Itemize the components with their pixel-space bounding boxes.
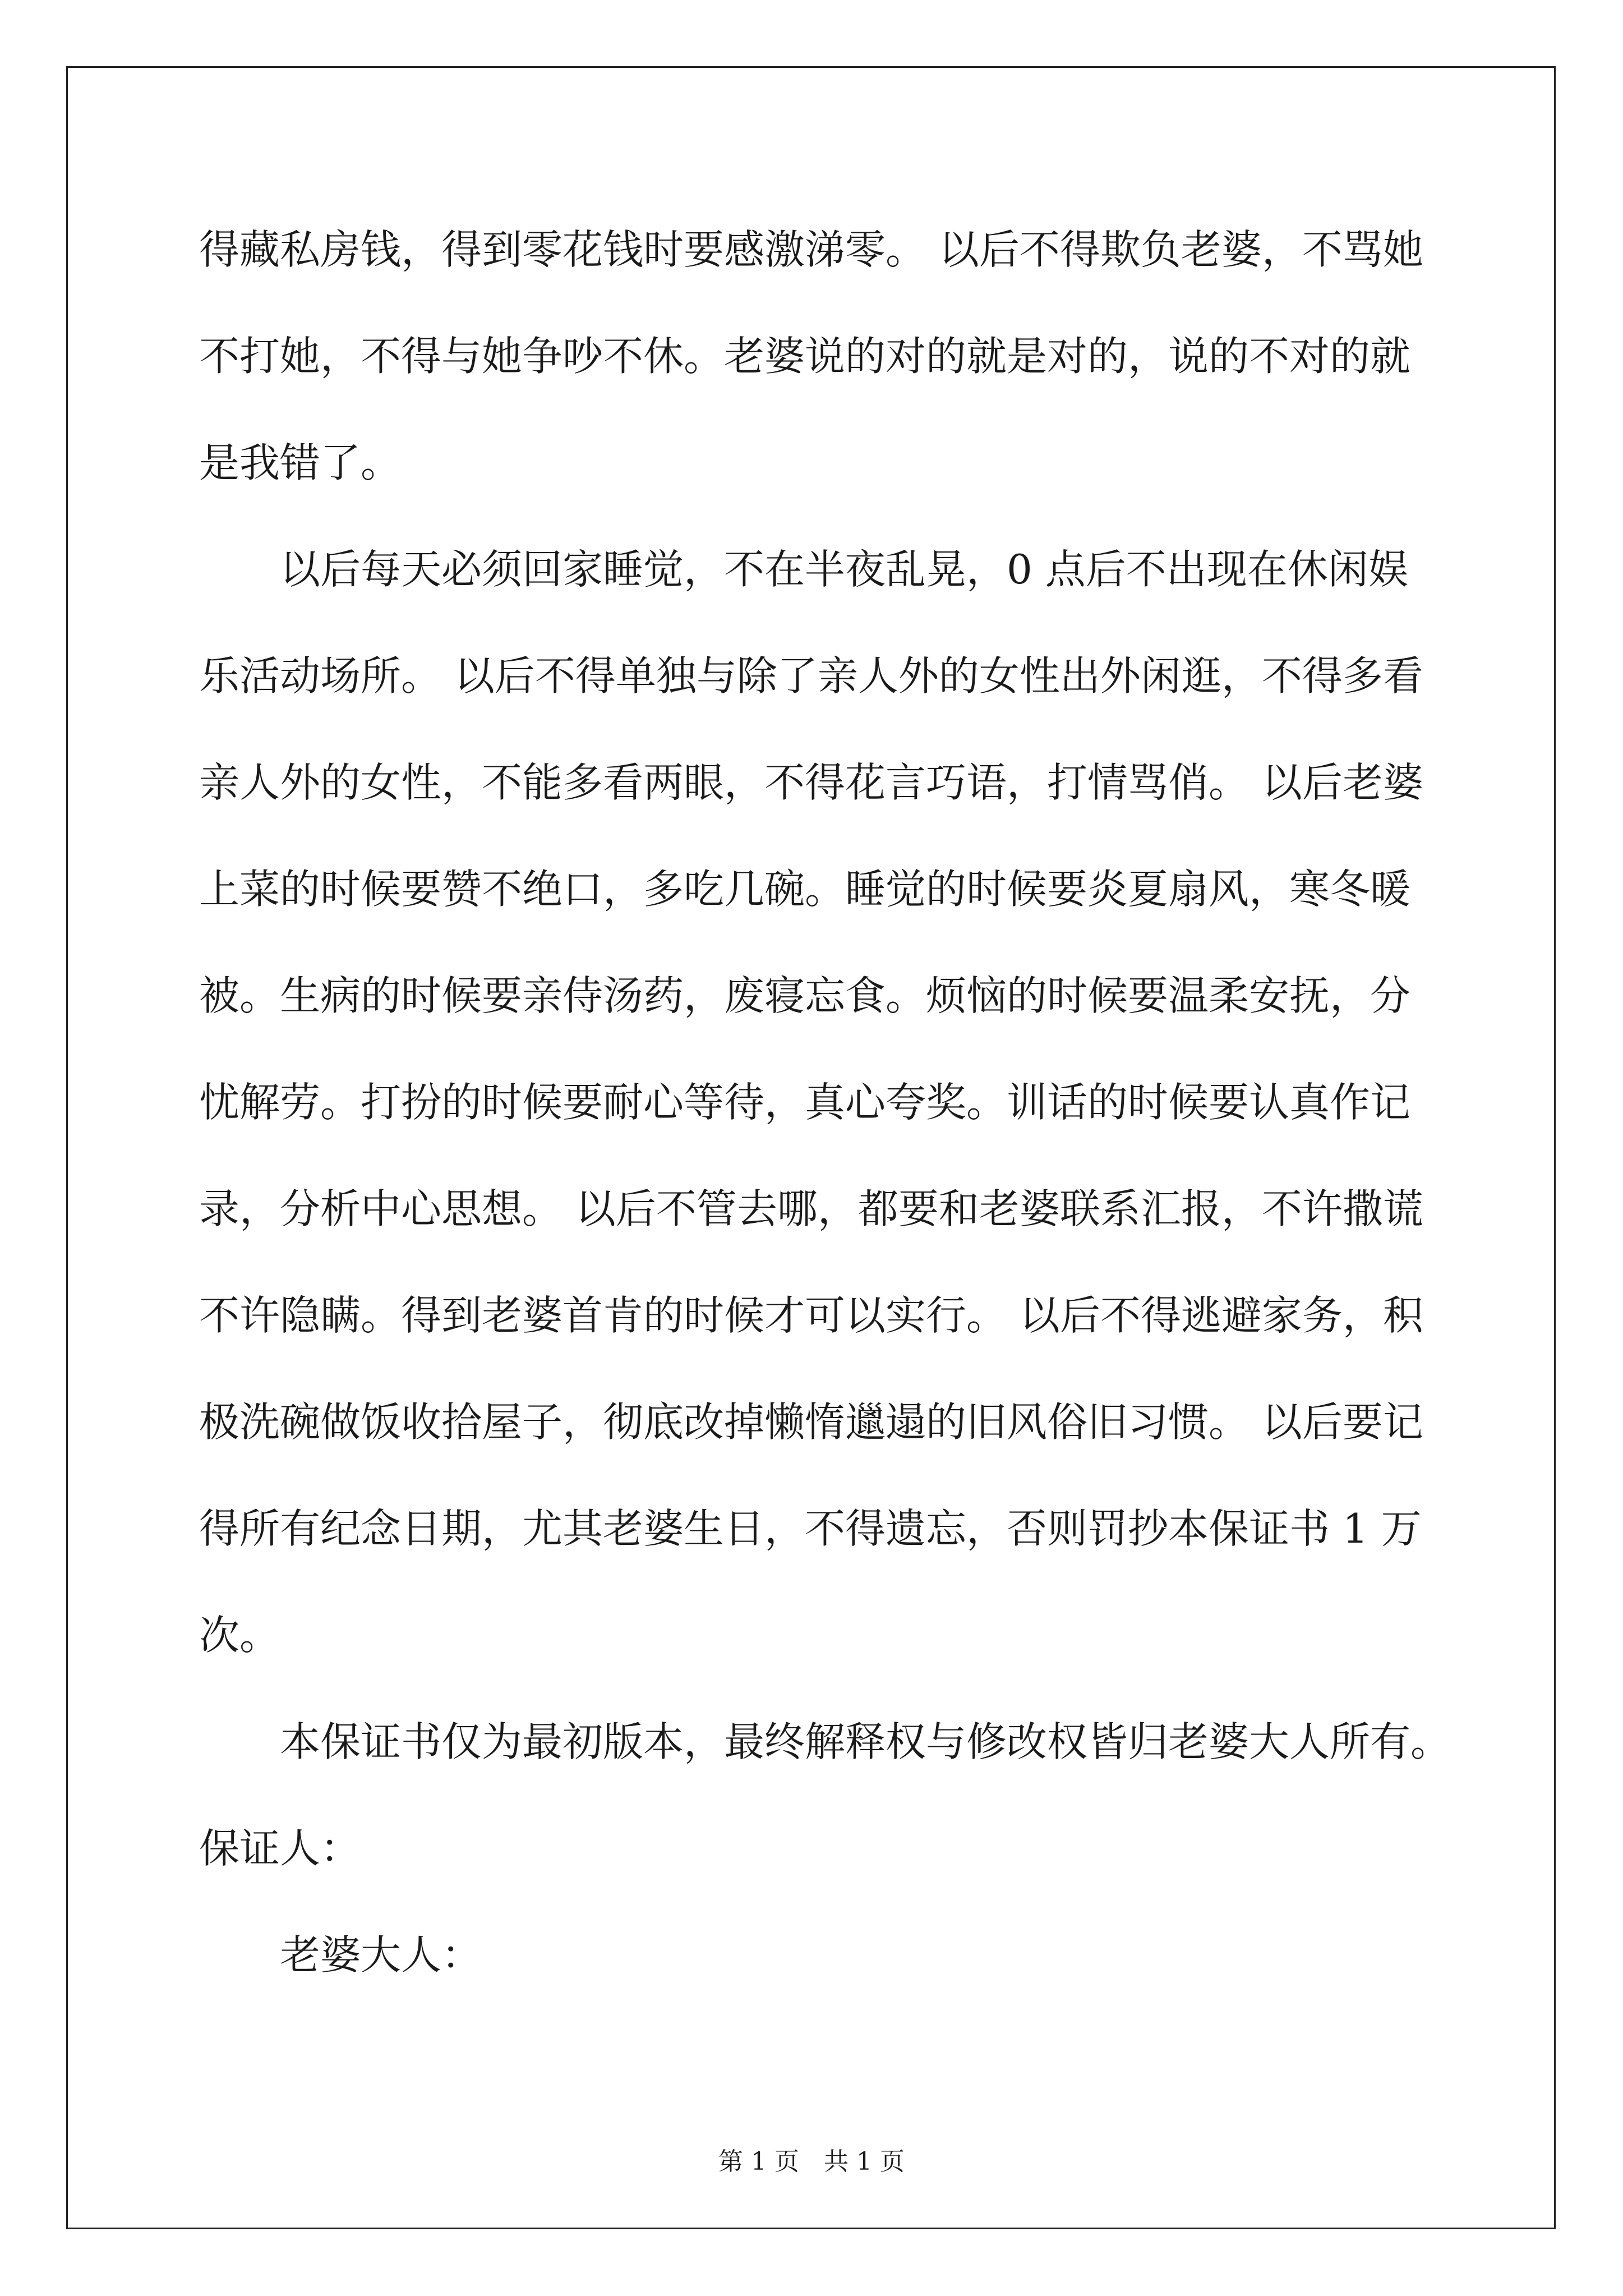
text-line: 保证人： [199, 1825, 361, 1872]
text-line: 得所有纪念日期，尤其老婆生日，不得遗忘，否则罚抄本保证书 1 万 [199, 1505, 1422, 1552]
text-line: 得藏私房钱，得到零花钱时要感激涕零。 以后不得欺负老婆，不骂她 [199, 226, 1423, 273]
text-line: 忧解劳。打扮的时候要耐心等待，真心夸奖。训话的时候要认真作记 [199, 1079, 1411, 1126]
text-line: 本保证书仅为最初版本，最终解释权与修改权皆归老婆大人所有。 [199, 1718, 1451, 1765]
text-line: 极洗碗做饭收拾屋子，彻底改掉懒惰邋遢的旧风俗旧习惯。 以后要记 [199, 1398, 1423, 1446]
text-line: 被。生病的时候要亲侍汤药，废寝忘食。烦恼的时候要温柔安抚，分 [199, 972, 1411, 1019]
text-line: 不许隐瞒。得到老婆首肯的时候才可以实行。 以后不得逃避家务，积 [199, 1292, 1423, 1339]
text-line: 乐活动场所。 以后不得单独与除了亲人外的女性出外闲逛，不得多看 [199, 652, 1423, 700]
text-line: 录，分析中心思想。 以后不管去哪，都要和老婆联系汇报，不许撒谎 [199, 1185, 1423, 1232]
text-line: 老婆大人： [199, 1931, 482, 1978]
text-line: 不打她，不得与她争吵不休。老婆说的对的就是对的，说的不对的就 [199, 333, 1411, 380]
page-border [66, 66, 1556, 2229]
text-line: 次。 [199, 1612, 280, 1659]
text-line: 以后每天必须回家睡觉，不在半夜乱晃，0 点后不出现在休闲娱 [199, 546, 1409, 593]
text-line: 上菜的时候要赞不绝口，多吃几碗。睡觉的时候要炎夏扇风，寒冬暖 [199, 866, 1411, 913]
page-total: 共 1 页 [824, 2147, 905, 2176]
page-number: 第 1 页 [718, 2147, 799, 2176]
text-line: 亲人外的女性，不能多看两眼，不得花言巧语，打情骂俏。 以后老婆 [199, 759, 1423, 806]
page-footer [0, 2147, 1623, 2176]
text-line: 是我错了。 [199, 439, 402, 486]
